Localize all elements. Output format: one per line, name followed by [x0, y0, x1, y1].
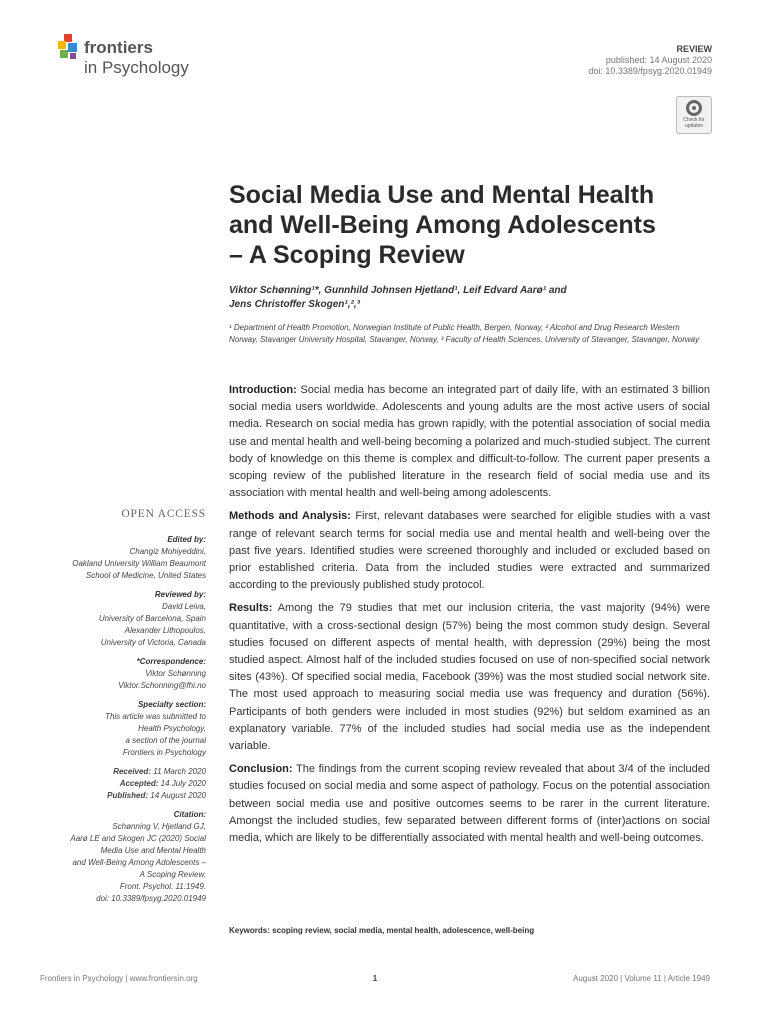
affiliations: ¹ Department of Health Promotion, Norwegian Institute of Public Health, Bergen, Norway, ² Alcohol and Drug Research Western Norway, Stavanger University Hospital, Stavanger, Norway, ³ Faculty of Health Sciences, University of Stavanger, Stavanger, Norway	[229, 323, 700, 344]
journal-brand: frontiers	[84, 38, 153, 57]
citation-section: Citation: Schønning V, Hjetland GJ, Aarø LE and Skogen JC (2020) Social Media Use and Mental Health and Well-Being Among Adolescents – A Scoping Review. Front. Psychol. 11:1949. doi: 10.3389/fpsyg.2020.01949	[70, 810, 206, 903]
check-updates-text: Check for updates	[683, 117, 705, 129]
abstract-introduction: Introduction: Social media has become an integrated part of daily life, with an estimated 3 billion social media users worldwide. Adolescents and young adults are the most active users of social media. Research on social media has grown rapidly, with the potential association of social media use and mental health and well-being becoming a polarized and much-studied subject. The current body of knowledge on this theme is complex and difficult-to-follow. The current paper presents a scoping review of the published literature in the research field of social media use and its association with mental health and well-being among adolescents.	[229, 384, 710, 500]
doi[interactable]: doi: 10.3389/fpsyg.2020.01949	[588, 66, 712, 76]
correspondence-section: *Correspondence: Viktor Schønning Viktor.Schonning@fhi.no	[40, 656, 206, 692]
published-date: published: 14 August 2020	[605, 55, 712, 65]
article-title: Social Media Use and Mental Health and Well-Being Among Adolescents – A Scoping Review	[229, 181, 656, 269]
reviewed-by-section: Reviewed by: David Leiva, University of Barcelona, Spain Alexander Lithopoulos, University of Victoria, Canada	[98, 590, 206, 647]
article-sidebar	[40, 508, 206, 912]
footer-issue-info: August 2020 | Volume 11 | Article 1949	[573, 974, 710, 983]
authors: Viktor Schønning¹*, Gunnhild Johnsen Hjetland¹, Leif Edvard Aarø¹ and Jens Christoffer Skogen¹,²,³	[229, 285, 567, 310]
check-for-updates-badge[interactable]	[676, 96, 712, 134]
edited-by-section: Edited by: Changiz Mohiyeddini, Oakland University William Beaumont School of Medicine, United States	[72, 535, 206, 580]
frontiers-logo-icon	[56, 34, 82, 60]
abstract-results: Results: Among the 79 studies that met our inclusion criteria, the vast majority (94%) were quantitative, with a cross-sectional design (57%) being the most common study design. Several studies focused on different aspects of mental health, with depression (29%) being the most studied aspect. Almost half of the included studies focused on use of non-specified social network sites (43%). Of specified social media, Facebook (39%) was the most studied social network site. The most used approach to measuring social media use was frequency and duration (56%). Participants of both genders were included in most studies (92%) but seldom examined as an explanatory variable. 77% of the included studies had social media use as the independent variable.	[229, 602, 710, 753]
article-header-meta	[588, 44, 712, 77]
footer-journal-link[interactable]: Frontiers in Psychology | www.frontiersin.org	[40, 974, 198, 983]
page-footer	[40, 974, 710, 986]
specialty-section: Specialty section: This article was submitted to Health Psychology, a section of the journal Frontiers in Psychology	[105, 700, 206, 757]
abstract	[229, 382, 710, 853]
abstract-conclusion: Conclusion: The findings from the current scoping review revealed that about 3/4 of the included studies focused on social media and some aspect of pathology. Focus on the potential association between social media use and positive outcomes seems to be rarer in the current literature. Amongst the included studies, few separated between different forms of (inter)actions on social media, which are likely to be differentially associated with mental health and well-being outcomes.	[229, 763, 710, 845]
article-type: REVIEW	[676, 44, 712, 54]
abstract-methods: Methods and Analysis: First, relevant databases were searched for eligible studies with a vast range of relevant search terms for social media use and mental health and well-being over the past five years. Identified studies were screened thoroughly and included or excluded based on prior established criteria. Data from the included studies were extracted and summarized according to the previously published study protocol.	[229, 510, 711, 592]
dates-section: Received: 11 March 2020 Accepted: 14 July 2020 Published: 14 August 2020	[107, 767, 206, 800]
keywords: Keywords: scoping review, social media, mental health, adolescence, well-being	[229, 926, 535, 935]
page-number: 1	[372, 974, 378, 983]
open-access-label: OPEN ACCESS	[121, 508, 206, 520]
journal-subtitle: in Psychology	[84, 58, 189, 77]
update-icon	[686, 100, 702, 116]
correspondence-email[interactable]: Viktor.Schonning@fhi.no	[118, 681, 206, 690]
journal-logo	[56, 34, 206, 80]
